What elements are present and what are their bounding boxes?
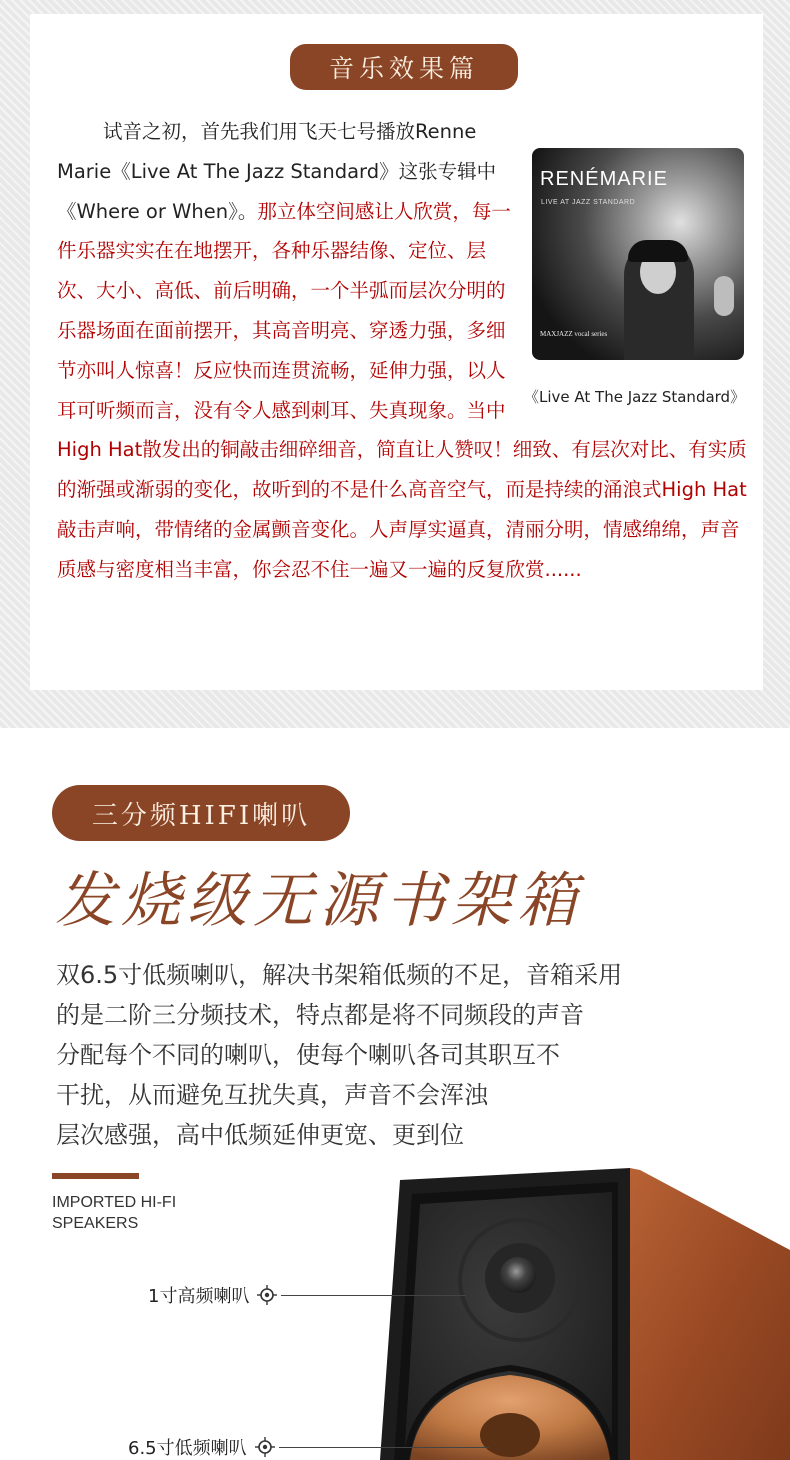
- album-figure: [524, 148, 747, 426]
- speaker-illustration: [380, 1160, 790, 1460]
- woofer-callout: [128, 1434, 489, 1460]
- crosshair-icon: [257, 1285, 277, 1305]
- cover-singer-hand: [714, 276, 734, 316]
- tweeter-callout-label: 1寸高频喇叭: [148, 1286, 250, 1307]
- woofer-dustcap: [480, 1413, 540, 1457]
- woofer-leader-line: [279, 1447, 489, 1448]
- description-line: 的是二阶三分频技术，特点都是将不同频段的声音: [56, 1001, 584, 1029]
- album-caption: 《Live At The Jazz Standard》: [524, 388, 746, 406]
- tweeter-callout: [148, 1282, 466, 1308]
- music-effect-pill-label: 音乐效果篇: [328, 54, 479, 83]
- woofer-callout-label: 6.5寸低频喇叭: [128, 1438, 247, 1459]
- review-outro-text: 人声厚实逼真，清丽分明，情感绵绵，声音质感与密度相当丰富，你会忍不住一遍又一遍的反复欣赏......: [57, 517, 740, 581]
- speaker-headline: 发烧级无源书架箱: [55, 866, 583, 936]
- tweeter-dome: [500, 1257, 536, 1293]
- album-cover-subtitle: LIVE AT JAZZ STANDARD: [541, 199, 636, 206]
- description-line: 层次感强，高中低频延伸更宽、更到位: [56, 1121, 464, 1149]
- music-review-paragraph: [57, 112, 747, 590]
- accent-bar: [52, 1173, 139, 1179]
- imported-hifi-label: IMPORTED HI-FI SPEAKERS: [52, 1194, 177, 1232]
- album-cover-label: MAXJAZZ vocal series: [540, 330, 608, 339]
- speaker-description: [56, 955, 746, 1155]
- album-cover-artist: RENÉMARIE: [540, 168, 668, 190]
- music-effect-pill: [290, 44, 518, 90]
- speaker-type-pill: [52, 785, 350, 841]
- tweeter-leader-line: [281, 1295, 466, 1296]
- description-line: 干扰，从而避免互扰失真，声音不会浑浊: [56, 1081, 488, 1109]
- speaker-type-pill-label: 三分频HIFI喇叭: [91, 800, 311, 831]
- cabinet-side-panel: [630, 1168, 790, 1460]
- cover-singer-hat: [628, 240, 688, 262]
- album-cover-image: [532, 148, 744, 360]
- review-highlight-text: 那立体空间感让人欣赏，每一件乐器实实在在地摆开，各种乐器结像、定位、层次、大小、高低、前后明确，一个半弧而层次分明的乐器场面在面前摆开，其高音明亮、穿透力强，多细节亦叫人惊喜！反应快而连贯流畅，延伸力强，以人耳可听频而言，没有令人感到刺耳、失真现象。当中High Hat散发出的铜敲击细碎细音，简直让人赞叹！细致、有层次对比、有实质的渐强或渐弱的变化，故听到的不是什么高音空气，而是持续的涌浪式High Hat敲击声响，带情绪的金属颤音变化。: [57, 199, 747, 541]
- description-line: 双6.5寸低频喇叭，解决书架箱低频的不足，音箱采用: [56, 961, 623, 989]
- review-intro-text: 试音之初，首先我们用飞天七号播放Renne Marie《Live At The Jazz Standard》这张专辑中《Where or When》。: [57, 120, 497, 223]
- bookshelf-speaker-image: [380, 1160, 790, 1460]
- description-line: 分配每个不同的喇叭，使每个喇叭各司其职互不: [56, 1041, 560, 1069]
- crosshair-icon: [255, 1437, 275, 1457]
